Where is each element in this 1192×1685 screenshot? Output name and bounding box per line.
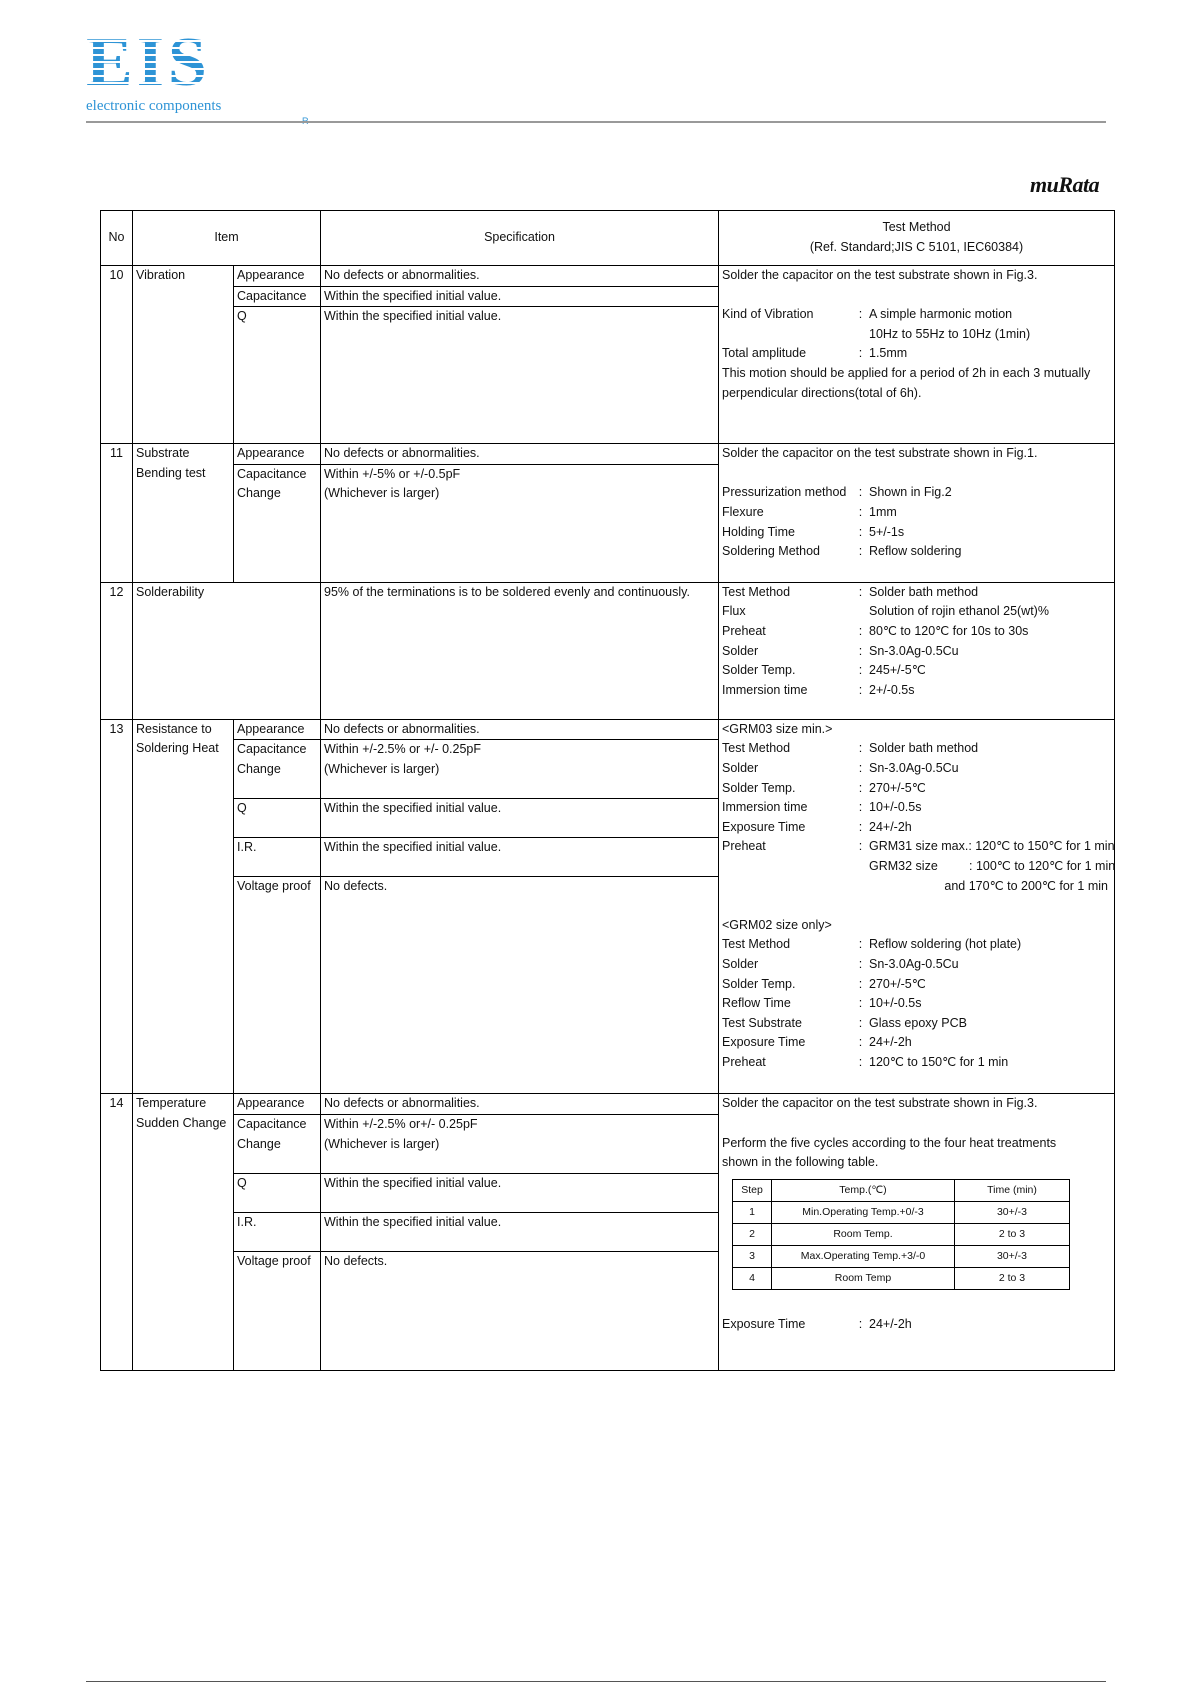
spec-cell: No defects or abnormalities. (321, 266, 719, 287)
sub-item: Q (234, 307, 321, 444)
heat-treatment-table: Step Temp.(℃) Time (min) 1 Min.Operating Temp.+0/-3 30+/-3 2 Room Temp. 2 to 3 3 Max.Operating Temp.+3/-0 30+/-3 4 Room Temp 2 to 3 (732, 1179, 1070, 1290)
spec-cell: 95% of the terminations is to be soldered evenly and continuously. (321, 582, 719, 719)
logo-text: EIS (86, 24, 211, 101)
item-name: Temperature Sudden Change (133, 1094, 234, 1371)
spec-cell: Within the specified initial value. (321, 307, 719, 444)
table-row (101, 266, 1115, 287)
item-name: Resistance to Soldering Heat (133, 719, 234, 1094)
header-method-title: Test Method (882, 220, 951, 235)
spec-cell: No defects or abnormalities. (321, 719, 719, 740)
spec-cell: Within +/-2.5% or +/- 0.25pF (Whichever is larger) (321, 740, 719, 799)
table-header-row (101, 211, 1115, 266)
method-cell: <GRM03 size min.> Test Method : Solder bath method Solder : Sn-3.0Ag-0.5Cu Solder Temp. : 270+/-5℃ Immersion time : 10+/-0.5s Exposure Time : 24+/-2h Preheat : GRM31 size max.: 120℃ to 150℃ for 1 min GRM32 size : 100℃ to 120℃ for 1 min and 170℃ to 200℃ for 1 min <GRM02 size only> Test Method : Reflow soldering (hot plate) Solder : Sn-3.0Ag-0.5Cu Solder Temp. : 270+/-5℃ Reflow Time : 10+/-0.5s Test Substrate : Glass epoxy PCB Exposure Time : 24+/-2h Preheat : 120℃ to 150℃ for 1 min (719, 719, 1115, 1094)
header-item: Item (133, 211, 321, 266)
sub-item: Capacitance (234, 286, 321, 307)
row-no: 14 (101, 1094, 133, 1371)
sub-item: Q (234, 799, 321, 838)
header-rule (86, 121, 1106, 123)
heat-row: 4 Room Temp 2 to 3 (733, 1267, 1070, 1289)
sub-item: Capacitance Change (234, 464, 321, 582)
item-name: Vibration (133, 266, 234, 444)
table-row (101, 444, 1115, 465)
spec-cell: Within the specified initial value. (321, 838, 719, 877)
table-row (101, 1094, 1115, 1115)
table-row (101, 582, 1115, 719)
test-spec-table (100, 210, 1115, 1371)
row-no: 11 (101, 444, 133, 583)
heat-row: 2 Room Temp. 2 to 3 (733, 1223, 1070, 1245)
spec-cell: Within the specified initial value. (321, 799, 719, 838)
sub-item: Appearance (234, 1094, 321, 1115)
murata-logo: muRata (1030, 172, 1100, 197)
sub-item: Capacitance Change (234, 1114, 321, 1173)
spec-cell: No defects or abnormalities. (321, 444, 719, 465)
row-no: 10 (101, 266, 133, 444)
spec-cell: Within +/-5% or +/-0.5pF (Whichever is larger) (321, 464, 719, 582)
row-no: 12 (101, 582, 133, 719)
heat-row: 3 Max.Operating Temp.+3/-0 30+/-3 (733, 1245, 1070, 1267)
logo-subtitle: electronic components (86, 98, 222, 114)
sub-item: Appearance (234, 444, 321, 465)
sub-item: Q (234, 1173, 321, 1212)
sub-item: I.R. (234, 1212, 321, 1251)
sub-item: Voltage proof (234, 1251, 321, 1370)
spec-cell: No defects or abnormalities. (321, 1094, 719, 1115)
spec-cell: Within the specified initial value. (321, 1173, 719, 1212)
item-name: Substrate Bending test (133, 444, 234, 583)
spec-cell: No defects. (321, 1251, 719, 1370)
spec-cell: Within the specified initial value. (321, 286, 719, 307)
item-name: Solderability (133, 582, 321, 719)
sub-item: Voltage proof (234, 877, 321, 1094)
method-cell: Solder the capacitor on the test substrate shown in Fig.3. Kind of Vibration : A simple harmonic motion 10Hz to 55Hz to 10Hz (1min) Total amplitude : 1.5mm This motion should be applied for a period of 2h in each 3 mutually perpendicular directions(total of 6h). (719, 266, 1115, 444)
table-row (101, 719, 1115, 740)
sub-item: Appearance (234, 719, 321, 740)
sub-item: Appearance (234, 266, 321, 287)
header-spec: Specification (321, 211, 719, 266)
method-cell: Solder the capacitor on the test substrate shown in Fig.1. Pressurization method : Shown in Fig.2 Flexure : 1mm Holding Time : 5+/-1s Soldering Method : Reflow soldering (719, 444, 1115, 583)
registered-mark: R (302, 116, 309, 126)
method-cell: Solder the capacitor on the test substrate shown in Fig.3. Perform the five cycles according to the four heat treatments shown in the following table. Step Temp.(℃) Time (min) 1 Min.Operating Temp.+0/-3 30+/-3 2 Room Temp. 2 to 3 3 Max.Operating Temp.+3/-0 30+/-3 4 Room Temp 2 to 3 Exposure Time : 24+/-2h (719, 1094, 1115, 1371)
header-no: No (101, 211, 133, 266)
heat-row: 1 Min.Operating Temp.+0/-3 30+/-3 (733, 1201, 1070, 1223)
spec-cell: Within +/-2.5% or+/- 0.25pF (Whichever is larger) (321, 1114, 719, 1173)
sub-item: Capacitance Change (234, 740, 321, 799)
header-method-ref: (Ref. Standard;JIS C 5101, IEC60384) (809, 240, 1024, 254)
header-method (719, 211, 1115, 266)
method-cell: Test Method : Solder bath method Flux Solution of rojin ethanol 25(wt)% Preheat : 80℃ to 120℃ for 10s to 30s Solder : Sn-3.0Ag-0.5Cu Solder Temp. : 245+/-5℃ Immersion time : 2+/-0.5s (719, 582, 1115, 719)
spec-cell: No defects. (321, 877, 719, 1094)
footer-rule (86, 1681, 1106, 1682)
eis-logo (86, 24, 309, 126)
sub-item: I.R. (234, 838, 321, 877)
row-no: 13 (101, 719, 133, 1094)
spec-cell: Within the specified initial value. (321, 1212, 719, 1251)
